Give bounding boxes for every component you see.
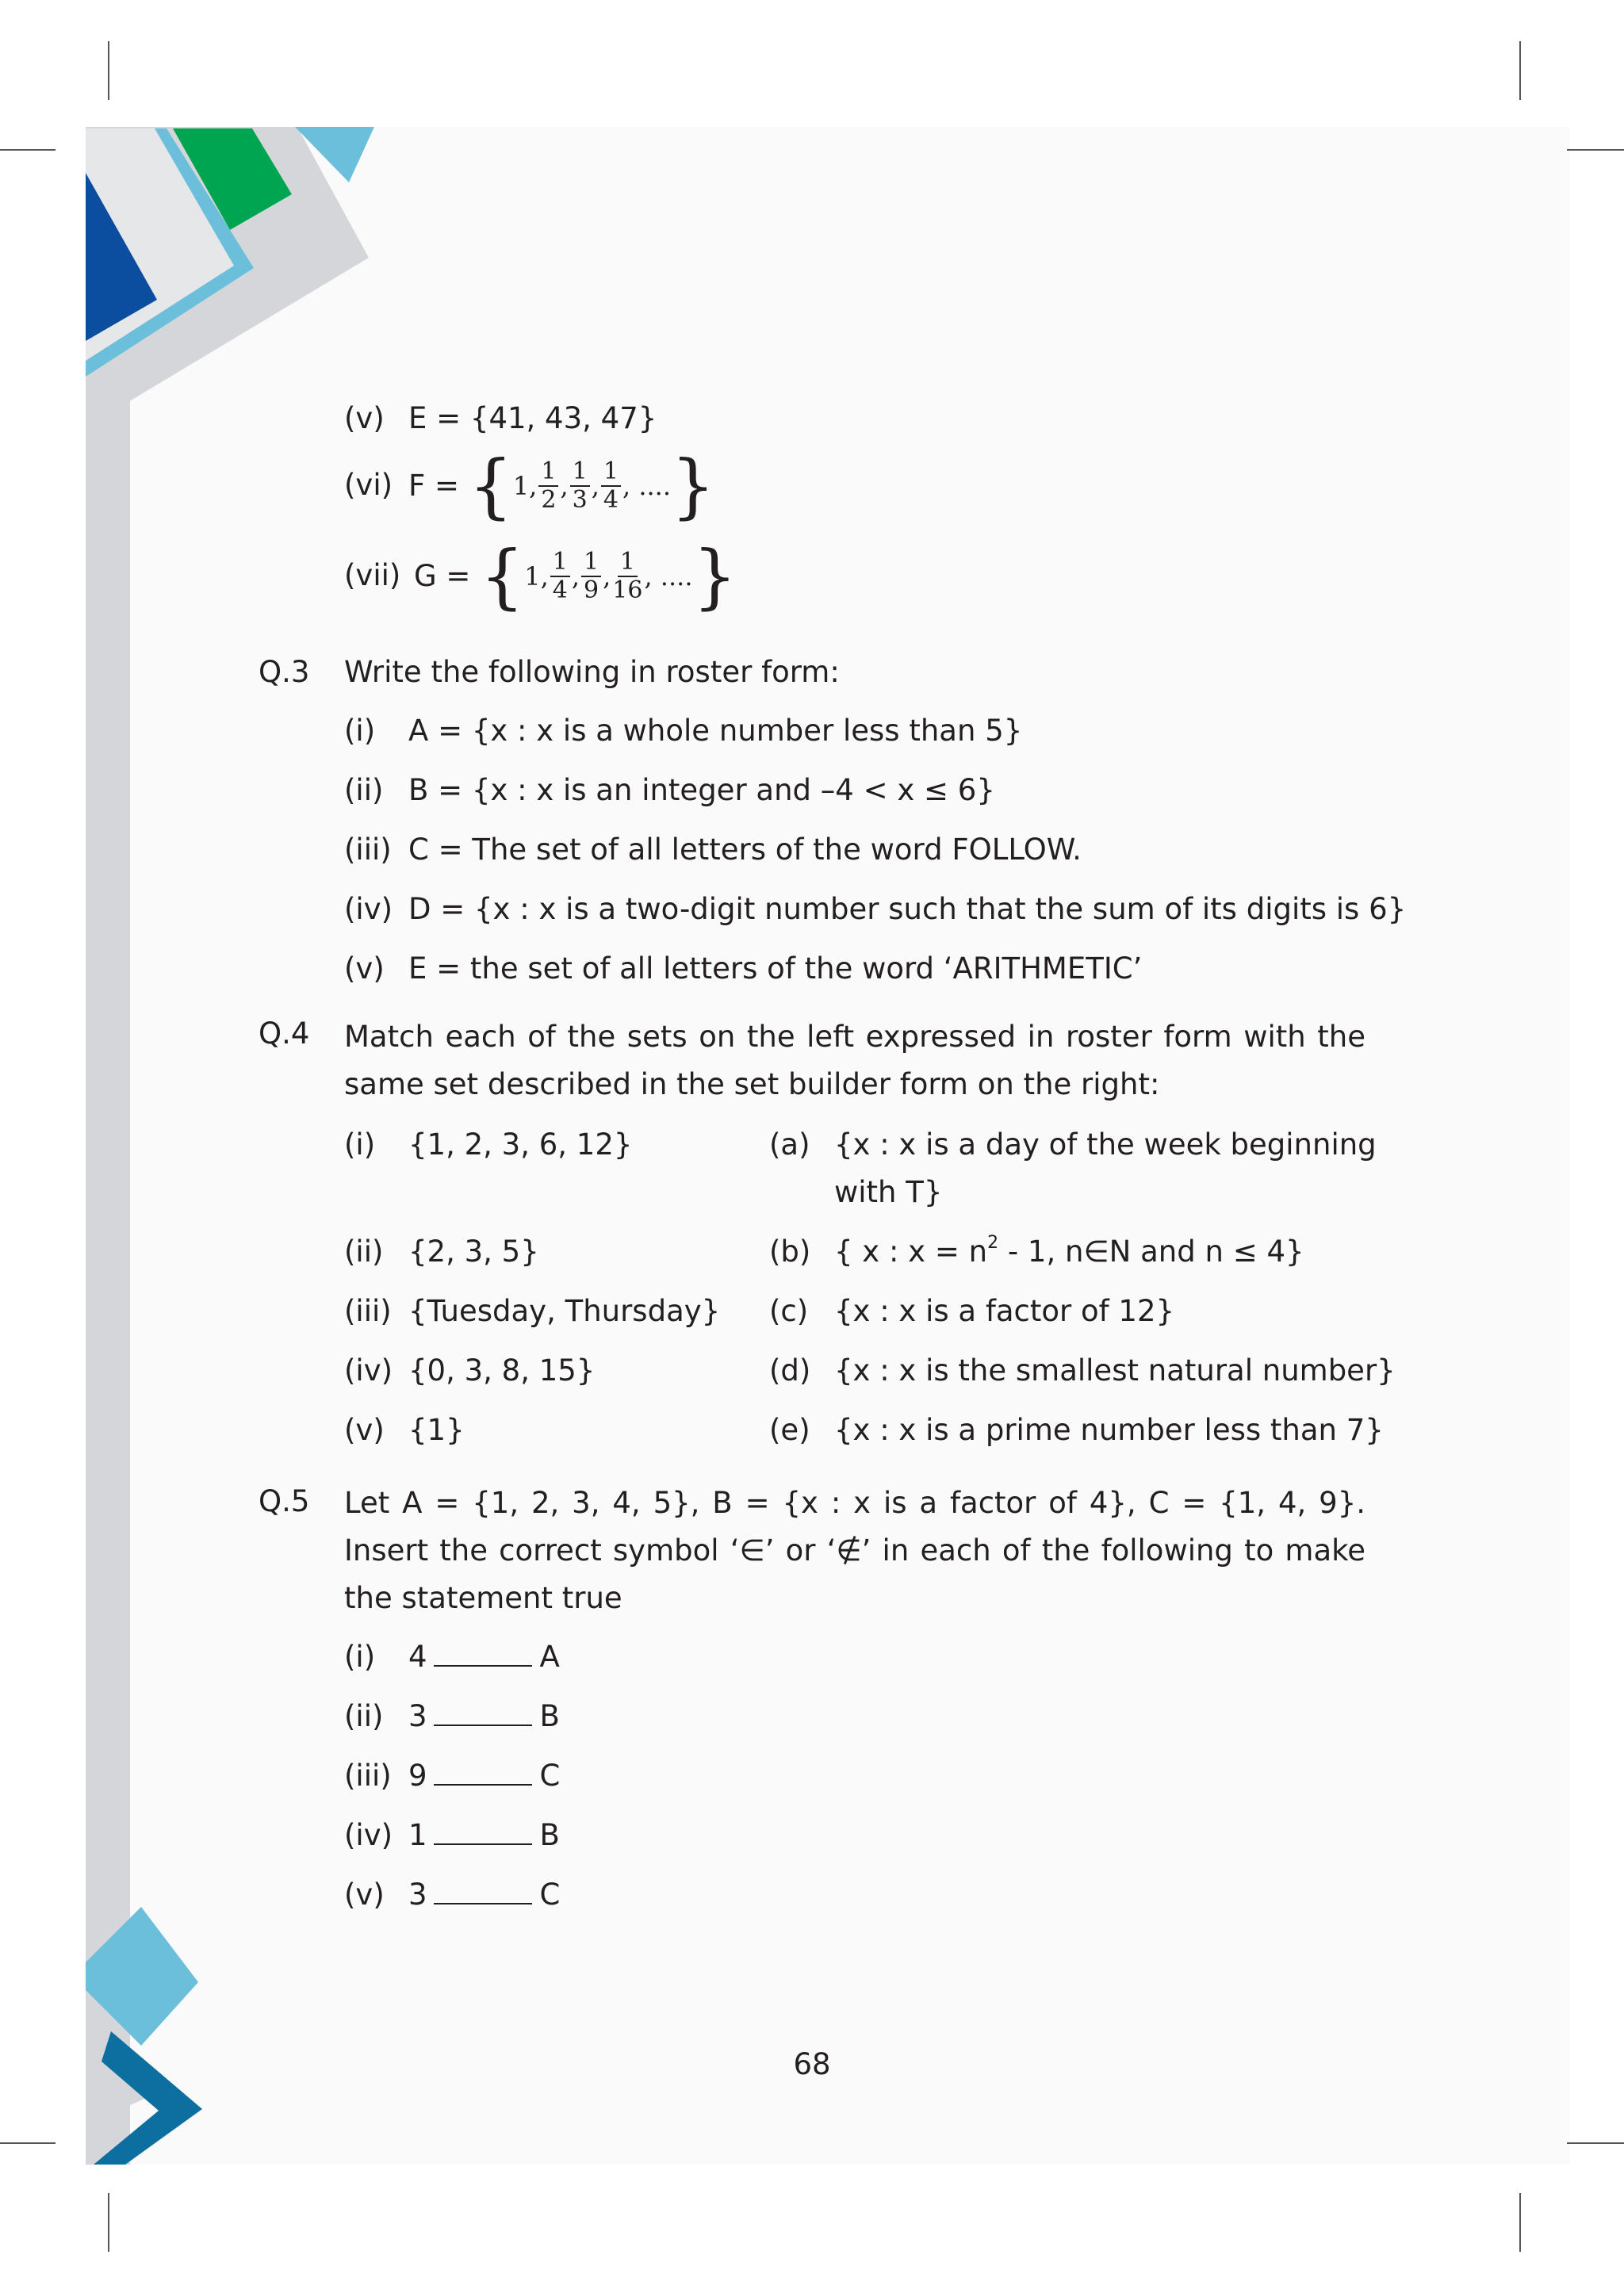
item-statement: 3 B — [408, 1699, 560, 1733]
question-text: Match each of the sets on the left expressed in roster form with the same set described in the set builder form on the right: — [344, 1020, 1365, 1101]
item-number: (i) — [344, 714, 376, 748]
item-number: (ii) — [344, 773, 384, 807]
right-item-number: (e) — [769, 1413, 810, 1447]
answer-blank — [434, 1760, 532, 1786]
left-item-number: (v) — [344, 1413, 385, 1447]
item-number: (v) — [344, 951, 385, 986]
item-number: (iii) — [344, 833, 392, 867]
left-item-text: {Tuesday, Thursday} — [408, 1294, 721, 1328]
question-number: Q.4 — [259, 1016, 310, 1051]
right-item-text: {x : x is a factor of 12} — [834, 1294, 1175, 1328]
left-item-text: {1} — [408, 1413, 465, 1447]
right-item-text: { x : $x = n^2 - 1$, n∈N and n ≤ 4} — [834, 1232, 1304, 1269]
fraction: $\frac{1}{4}$ — [550, 550, 570, 603]
left-item-text: {0, 3, 8, 15} — [408, 1353, 596, 1388]
question-number: Q.3 — [259, 655, 310, 689]
item-text: C = The set of all letters of the word FOLLOW. — [408, 833, 1082, 867]
item-statement: 9 C — [408, 1759, 561, 1793]
item-number: (v) — [344, 1878, 385, 1912]
right-item-number: (d) — [769, 1353, 811, 1388]
left-item-text: {2, 3, 5} — [408, 1235, 539, 1269]
right-item-number: (c) — [769, 1294, 809, 1328]
right-item-text: {x : x is a prime number less than 7} — [834, 1413, 1384, 1447]
right-item-number: (a) — [769, 1127, 810, 1162]
question-text: Write the following in roster form: — [344, 655, 840, 689]
left-item-number: (iv) — [344, 1353, 393, 1388]
item-text: D = {x : x is a two-digit number such that the sum of its digits is 6} — [408, 892, 1407, 926]
item-number: (ii) — [344, 1699, 384, 1733]
right-item-number: (b) — [769, 1235, 811, 1269]
right-brace: } — [692, 535, 737, 617]
item-number: (iv) — [344, 892, 393, 926]
item-text: E = {41, 43, 47} — [408, 401, 657, 435]
set-ellipsis: .... — [638, 470, 671, 501]
answer-blank — [434, 1820, 532, 1845]
left-item-text: {1, 2, 3, 6, 12} — [408, 1127, 633, 1162]
fraction: $\frac{1}{16}$ — [612, 548, 643, 604]
fraction: $\frac{1}{2}$ — [538, 460, 558, 512]
item-number: (vii) — [344, 558, 401, 592]
item-number: (vi) — [344, 468, 393, 502]
item-number: (iv) — [344, 1818, 393, 1852]
item-statement: 4 A — [408, 1640, 560, 1674]
item-text: B = {x : x is an integer and –4 < x ≤ 6} — [408, 773, 995, 807]
fraction: $\frac{1}{4}$ — [601, 460, 621, 512]
left-item-number: (ii) — [344, 1235, 384, 1269]
item-statement: 3 C — [408, 1878, 561, 1912]
left-item-number: (iii) — [344, 1294, 392, 1328]
left-item-number: (i) — [344, 1127, 376, 1162]
answer-blank — [434, 1701, 532, 1726]
left-brace: { — [468, 445, 513, 526]
right-item-text: {x : x is the smallest natural number} — [834, 1353, 1396, 1388]
page-number: 68 — [793, 2047, 831, 2081]
question-text: Let A = {1, 2, 3, 4, 5}, B = {x : x is a factor of 4}, C = {1, 4, 9}. Insert the correct symbol ‘∈’ or ‘∉’ in each of the following to make the statement true — [344, 1486, 1365, 1615]
fraction: $\frac{1}{9}$ — [581, 550, 601, 603]
item-text: E = the set of all letters of the word ‘ARITHMETIC’ — [408, 951, 1143, 986]
question-number: Q.5 — [259, 1484, 310, 1518]
item-statement: 1 B — [408, 1818, 560, 1852]
set-ellipsis: .... — [660, 561, 693, 591]
item-number: (i) — [344, 1640, 376, 1674]
item-expression: F = { 1, $\frac{1}{2}$ , $\frac{1}{3}$ , $\frac{1}{4}$ , .... } — [408, 445, 715, 526]
fraction: $\frac{1}{3}$ — [570, 460, 590, 512]
item-number: (iii) — [344, 1759, 392, 1793]
right-item-text-cont: with T} — [834, 1175, 943, 1209]
left-brace: { — [480, 535, 525, 617]
right-item-text: {x : x is a day of the week beginning — [834, 1127, 1377, 1162]
right-brace: } — [671, 445, 715, 526]
set-prefix: G = — [414, 558, 481, 593]
item-number: (v) — [344, 401, 385, 435]
item-expression: G = { 1, $\frac{1}{4}$ , $\frac{1}{9}$ , $\frac{1}{16}$ , .... } — [414, 535, 737, 617]
answer-blank — [434, 1641, 532, 1667]
set-first-element: 1, — [524, 561, 549, 591]
set-first-element: 1, — [512, 470, 538, 501]
answer-blank — [434, 1879, 532, 1904]
item-text: A = {x : x is a whole number less than 5} — [408, 714, 1023, 748]
set-prefix: F = — [408, 468, 469, 503]
